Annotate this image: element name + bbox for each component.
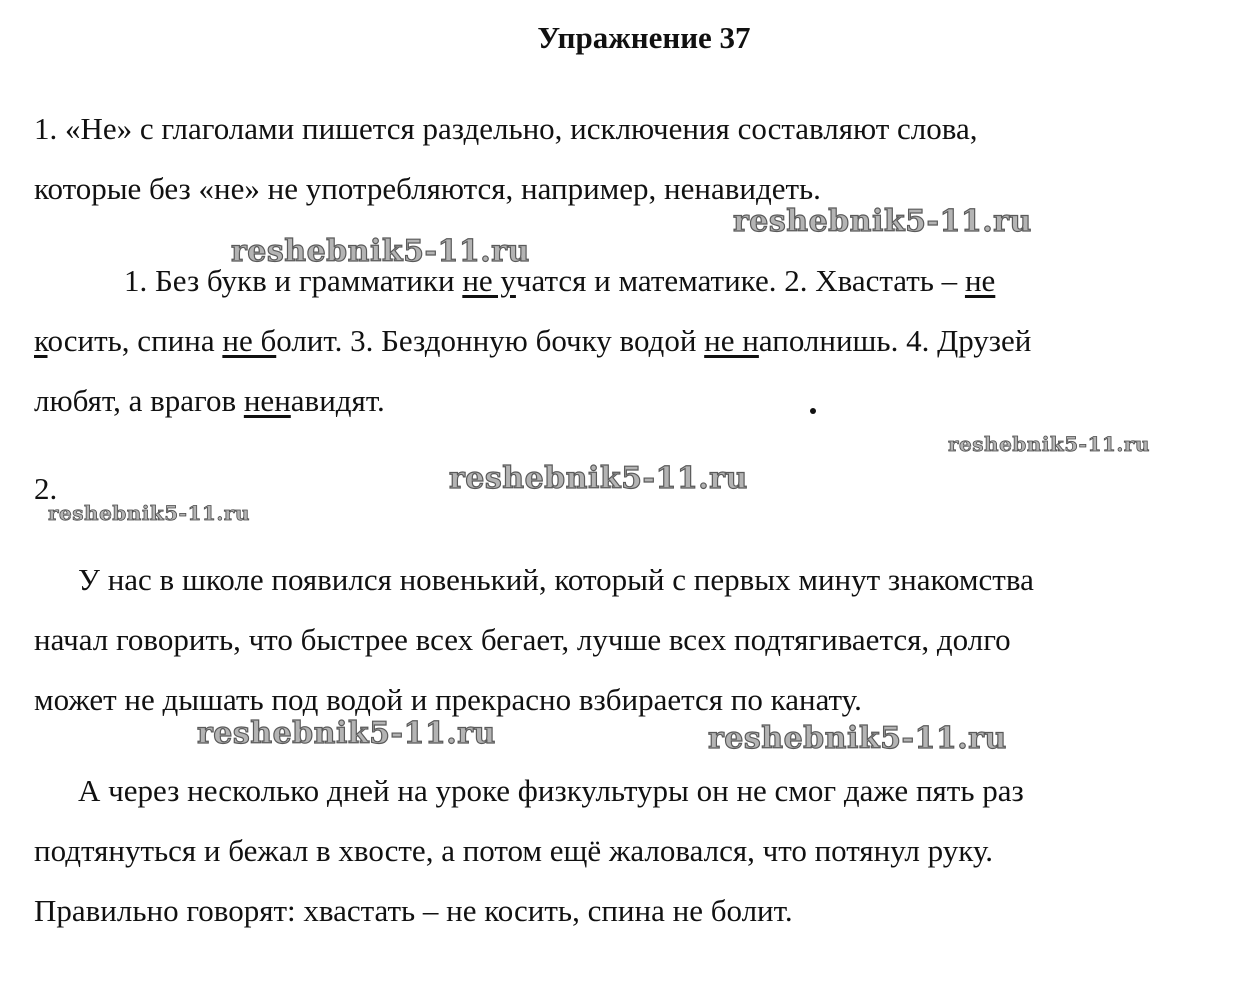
text-fragment: олит. 3. Бездонную бочку водой — [276, 323, 705, 358]
proverbs-paragraph — [34, 251, 1194, 431]
proverbs-line-1 — [34, 251, 1194, 311]
text-fragment: аполнишь. 4. Друзей — [758, 323, 1032, 358]
underlined-fragment: не у — [462, 263, 516, 298]
rule-line-1: 1. «Не» с глаголами пишется раздельно, исключения составляют слова, — [34, 111, 978, 146]
rule-paragraph — [34, 99, 1194, 219]
story-line-5: подтянуться и бежал в хвосте, а потом ещё жаловался, что потянул руку. — [34, 833, 993, 868]
text-fragment: чатся и математике. 2. Хвастать – — [515, 263, 965, 298]
stray-dot — [810, 408, 816, 414]
text-fragment: авидят. — [290, 383, 385, 418]
section-2-number: 2. — [34, 471, 58, 506]
story-paragraph-2 — [34, 761, 1194, 941]
rule-line-2: которые без «не» не употребляются, например, ненавидеть. — [34, 171, 821, 206]
watermark: reshebnik5-11.ru — [708, 721, 1007, 756]
watermark: reshebnik5-11.ru — [48, 501, 250, 525]
story-line-1: У нас в школе появился новенький, который с первых минут знакомства — [78, 562, 1034, 597]
story-line-4: А через несколько дней на уроке физкультуры он не смог даже пять раз — [78, 773, 1024, 808]
underlined-fragment: не — [964, 263, 996, 298]
story-paragraph-1 — [34, 550, 1194, 730]
text-fragment: любят, а врагов — [34, 383, 244, 418]
text-fragment: осить, спина — [47, 323, 223, 358]
story-line-2: начал говорить, что быстрее всех бегает, лучше всех подтягивается, долго — [34, 622, 1011, 657]
text-fragment: 1. Без букв и грамматики — [124, 263, 463, 298]
watermark: reshebnik5-11.ru — [231, 234, 530, 269]
underlined-fragment: не н — [704, 323, 759, 358]
proverbs-line-3 — [34, 371, 1194, 431]
proverbs-line-2 — [34, 311, 1194, 371]
underlined-fragment: нен — [243, 383, 291, 418]
watermark: reshebnik5-11.ru — [948, 432, 1150, 456]
story-line-6: Правильно говорят: хвастать – не косить, спина не болит. — [34, 893, 793, 928]
watermark: reshebnik5-11.ru — [733, 204, 1032, 239]
story-line-3: может не дышать под водой и прекрасно взбирается по канату. — [34, 682, 862, 717]
underlined-fragment: к — [34, 323, 48, 358]
watermark: reshebnik5-11.ru — [197, 716, 496, 751]
exercise-title: Упражнение 37 — [537, 20, 751, 55]
underlined-fragment: не б — [222, 323, 277, 358]
watermark: reshebnik5-11.ru — [449, 461, 748, 496]
